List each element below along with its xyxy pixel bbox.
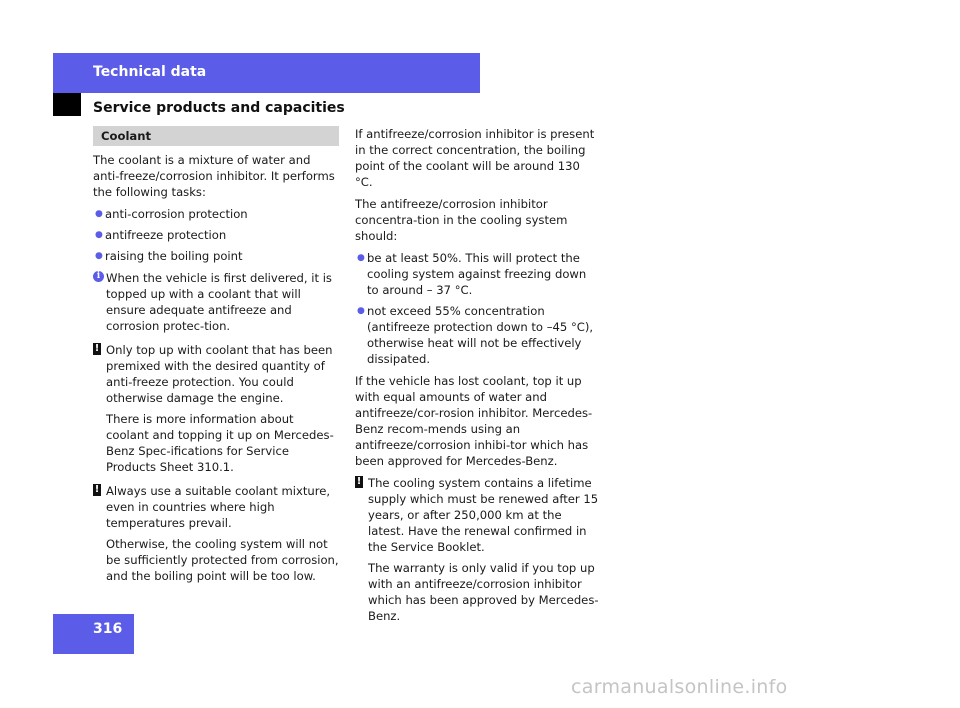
- warning-note-premix: ! Only top up with coolant that has been premixed with the desired quantity of anti-freeze protection. You could otherwise damage the engine. There is more information about coolant and topping it up on Mercedes-Benz Spec-ifications for Service Products Sheet 310.1.: [94, 343, 334, 474]
- bullet-icon: ●: [357, 253, 365, 263]
- concentration-list: [355, 250, 601, 367]
- left-column: [93, 126, 339, 592]
- intro-paragraph: The coolant is a mixture of water and anti-freeze/corrosion inhibitor. It performs the following tasks:: [93, 153, 335, 199]
- list-item: ● not exceed 55% concentration (antifreeze protection down to –45 °C), otherwise heat will not be effectively dissipated.: [357, 304, 594, 366]
- topup-paragraph: If the vehicle has lost coolant, top it up with equal amounts of water and antifreeze/cor-rosion inhibitor. Mercedes-Benz recom-mends using an antifreeze/corrosion inhibi-tor which has been approved for Mercedes-Benz.: [355, 374, 593, 468]
- watermark: carmanualsonline.info: [571, 676, 788, 698]
- section-title: Service products and capacities: [93, 100, 345, 116]
- warning-note-mixture: ! Always use a suitable coolant mixture, even in countries where high temperatures prevail. Otherwise, the cooling system will not be sufficiently protected from corrosion, and the boiling point will be too low.: [94, 484, 339, 583]
- info-note: i When the vehicle is first delivered, it is topped up with a coolant that will ensure adequate antifreeze and corrosion protec-tion.: [93, 270, 339, 334]
- warning-note-lifetime: ! The cooling system contains a lifetime supply which must be renewed after 15 years, or after 250,000 km at the latest. Have the renewal confirmed in the Service Booklet. The warranty is only valid if you top up with an antifreeze/corrosion inhibitor which has been approved by Mercedes-Benz.: [356, 476, 599, 623]
- bullet-icon: ●: [95, 209, 103, 219]
- bullet-icon: ●: [95, 251, 103, 261]
- section-marker: [53, 93, 81, 116]
- boiling-point-paragraph: If antifreeze/corrosion inhibitor is present in the correct concentration, the boiling point of the coolant will be around 130 °C.: [355, 127, 595, 189]
- bullet-icon: ●: [95, 230, 103, 240]
- page-number: 316: [93, 621, 123, 637]
- bullet-icon: ●: [357, 306, 365, 316]
- warning-icon: !: [94, 484, 100, 495]
- task-list: [93, 206, 339, 264]
- right-column: [355, 126, 601, 632]
- list-item: ● antifreeze protection: [95, 228, 227, 242]
- chapter-title: Technical data: [93, 64, 207, 80]
- list-item: ● anti-corrosion protection: [95, 207, 248, 221]
- list-item: ● be at least 50%. This will protect the cooling system against freezing down to around – 37 °C.: [357, 251, 587, 297]
- coolant-heading: Coolant: [93, 126, 339, 146]
- list-item: ● raising the boiling point: [95, 249, 243, 263]
- warning-icon: !: [94, 343, 100, 354]
- warning-icon: !: [356, 476, 362, 487]
- info-icon: i: [93, 271, 104, 282]
- concentration-paragraph: The antifreeze/corrosion inhibitor concentra-tion in the cooling system should:: [355, 197, 568, 243]
